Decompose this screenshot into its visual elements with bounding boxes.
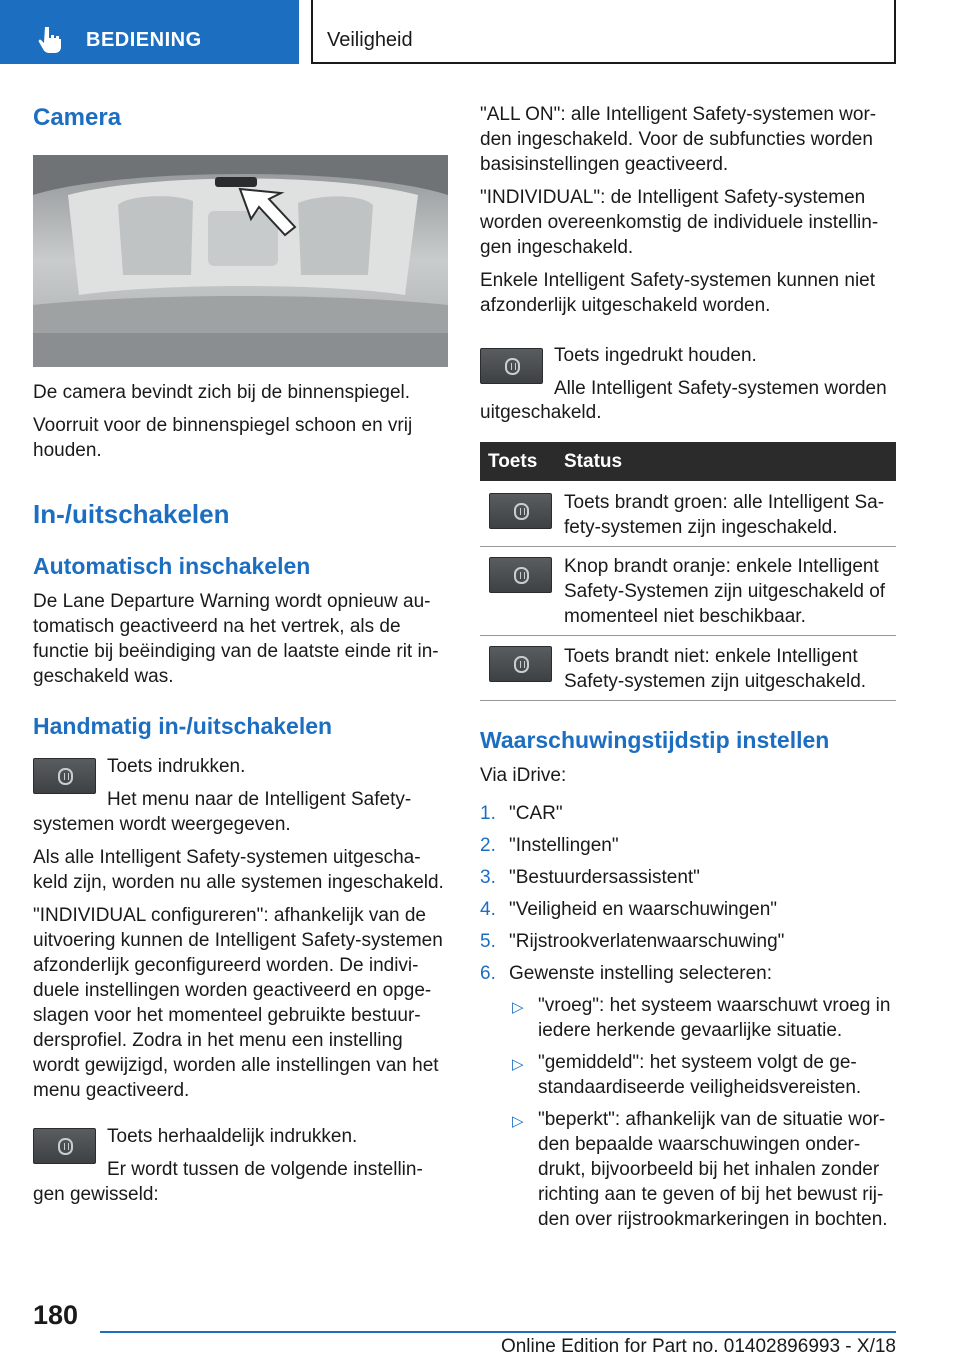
repeat-text — [33, 1182, 159, 1207]
text-line: worden overeenkomstig de individuele instellin- — [480, 212, 879, 233]
table-divider — [480, 546, 896, 547]
text-line: uitvoering kunnen de Intelligent Safety-systemen — [33, 930, 443, 951]
via-text: Via iDrive: — [480, 765, 567, 786]
chapter-title: Veiligheid — [327, 29, 413, 51]
step-number: 6. — [480, 963, 496, 984]
step-text: Gewenste instelling selecteren: — [509, 963, 772, 984]
status-table-header — [480, 442, 896, 481]
hold-btn-text — [554, 343, 894, 401]
triangle-bullet-icon: ▷ — [512, 1056, 524, 1073]
table-cell-line: Toets brandt niet: enkele Intelligent — [564, 646, 858, 667]
section-tab-label: BEDIENING — [86, 29, 202, 51]
text-line: duele instellingen worden geactiveerd en opge- — [33, 980, 432, 1001]
camera-paragraph: houden. — [33, 440, 102, 461]
text-line: basisinstellingen geactiveerd. — [480, 154, 729, 175]
camera-heading: Camera — [33, 104, 122, 131]
text-line: "ALL ON": alle Intelligent Safety-systemen wor- — [480, 104, 877, 125]
step-text: "CAR" — [509, 803, 563, 824]
table-row — [564, 490, 896, 540]
text-line: Alle Intelligent Safety-systemen worden — [554, 378, 887, 399]
table-col-status: Status — [564, 451, 623, 472]
option-item — [538, 1050, 896, 1100]
table-cell-line: Toets brandt groen: alle Intelligent Sa- — [564, 492, 885, 513]
text-line: den over rijstrookmarkeringen in bochten. — [538, 1209, 888, 1230]
text-line: "INDIVIDUAL configureren": afhankelijk van de — [33, 905, 426, 926]
step-text: "Veiligheid en waarschuwingen" — [509, 899, 778, 920]
manual-text — [33, 812, 444, 1103]
text-line: den bepaalde waarschuwingen onder- — [538, 1134, 861, 1155]
text-line: gen gewisseld: — [33, 1184, 159, 1205]
text-line: menu geactiveerd. — [33, 1080, 190, 1101]
text-line: dersprofiel. Zodra in het menu een instelling — [33, 1030, 403, 1051]
allon-text — [480, 102, 878, 318]
text-line: drukt, bijvoorbeeld bij het inhalen zonder — [538, 1159, 880, 1180]
text-line: "beperkt": afhankelijk van de situatie wor- — [538, 1109, 886, 1130]
text-line: Enkele Intelligent Safety-systemen kunnen niet — [480, 270, 876, 291]
step-number: 4. — [480, 899, 496, 920]
table-cell-line: Knop brandt oranje: enkele Intelligent — [564, 556, 879, 577]
text-line: uitgeschakeld. — [480, 402, 602, 423]
table-divider — [480, 635, 896, 636]
safety-button-green-icon — [489, 493, 552, 529]
text-line: Toets ingedrukt houden. — [554, 345, 757, 366]
safety-button-icon — [33, 1128, 96, 1164]
step-text: "Instellingen" — [509, 835, 619, 856]
text-line: geschakeld was. — [33, 666, 174, 687]
page-number: 180 — [33, 1300, 79, 1330]
safety-button-icon — [480, 348, 543, 384]
step-number: 3. — [480, 867, 496, 888]
triangle-bullet-icon: ▷ — [512, 1113, 524, 1130]
text-line: gen ingeschakeld. — [480, 237, 634, 258]
repeat-btn-text — [107, 1124, 447, 1182]
text-line: Toets indrukken. — [107, 756, 246, 777]
safety-button-off-icon — [489, 646, 552, 682]
auto-heading: Automatisch inschakelen — [33, 553, 311, 579]
text-line: "INDIVIDUAL": de Intelligent Safety-systemen — [480, 187, 866, 208]
footer-edition: Online Edition for Part no. 01402896993 - X/18 — [500, 1336, 896, 1357]
step-number: 5. — [480, 931, 496, 952]
text-line: standaardiseerde veiligheidsvereisten. — [538, 1077, 862, 1098]
safety-button-orange-icon — [489, 557, 552, 593]
camera-paragraph: Voorruit voor de binnenspiegel schoon en vrij — [33, 415, 413, 436]
table-cell-line: Safety-Systemen zijn uitgeschakeld of — [564, 581, 886, 602]
camera-photo — [33, 155, 448, 367]
text-line: Als alle Intelligent Safety-systemen uitgescha- — [33, 847, 421, 868]
manual-heading: Handmatig in-/uitschakelen — [33, 713, 333, 739]
option-item — [538, 1107, 896, 1232]
camera-paragraph: De camera bevindt zich bij de binnenspiegel. — [33, 382, 411, 403]
text-line: den ingeschakeld. Voor de subfuncties worden — [480, 129, 873, 150]
text-line: richting aan te geven of bij het bewust rij- — [538, 1184, 884, 1205]
step-number: 2. — [480, 835, 496, 856]
safety-button-icon — [33, 758, 96, 794]
option-item — [538, 993, 896, 1043]
step-text: "Bestuurdersassistent" — [509, 867, 700, 888]
table-divider — [480, 700, 896, 701]
camera-text — [33, 380, 412, 463]
table-cell-line: fety-systemen zijn ingeschakeld. — [564, 517, 838, 538]
text-line: afzonderlijk uitgeschakeld worden. — [480, 295, 771, 316]
text-line: afzonderlijk geconfigureerd worden. De indivi- — [33, 955, 419, 976]
table-cell-line: momenteel niet beschikbaar. — [564, 606, 806, 627]
text-line: "gemiddeld": het systeem volgt de ge- — [538, 1052, 857, 1073]
text-line: Er wordt tussen de volgende instellin- — [107, 1159, 423, 1180]
text-line: tomatisch geactiveerd na het vertrek, als de — [33, 616, 401, 637]
triangle-bullet-icon: ▷ — [512, 999, 524, 1016]
step-text: "Rijstrookverlatenwaarschuwing" — [509, 931, 785, 952]
section-tab[interactable] — [0, 0, 299, 64]
text-line: "vroeg": het systeem waarschuwt vroeg in — [538, 995, 891, 1016]
step-number: 1. — [480, 803, 496, 824]
hold-text — [480, 400, 601, 425]
text-line: De Lane Departure Warning wordt opnieuw au- — [33, 591, 431, 612]
chapter-header — [311, 0, 896, 64]
text-line: slagen voor het momenteel gebruikte bestuur- — [33, 1005, 421, 1026]
footer-divider — [100, 1331, 896, 1333]
hand-pointer-icon — [36, 24, 66, 54]
table-cell-line: Safety-systemen zijn uitgeschakeld. — [564, 671, 867, 692]
text-line: keld zijn, worden nu alle systemen ingeschakeld. — [33, 872, 444, 893]
manual-btn-text — [107, 754, 447, 812]
table-row — [564, 554, 896, 629]
text-line: functie bij beëindiging van de laatste einde rit in- — [33, 641, 439, 662]
warn-heading: Waarschuwingstijdstip instellen — [480, 727, 830, 753]
text-line: Toets herhaaldelijk indrukken. — [107, 1126, 358, 1147]
text-line: Het menu naar de Intelligent Safety- — [107, 789, 412, 810]
table-row — [564, 644, 896, 694]
table-col-key: Toets — [488, 451, 538, 472]
text-line: iedere herkende gevaarlijke situatie. — [538, 1020, 843, 1041]
auto-text — [33, 589, 439, 689]
text-line: wordt gewijzigd, worden alle instellingen van het — [33, 1055, 439, 1076]
text-line: systemen wordt weergegeven. — [33, 814, 291, 835]
onoff-heading: In-/uitschakelen — [33, 499, 230, 529]
